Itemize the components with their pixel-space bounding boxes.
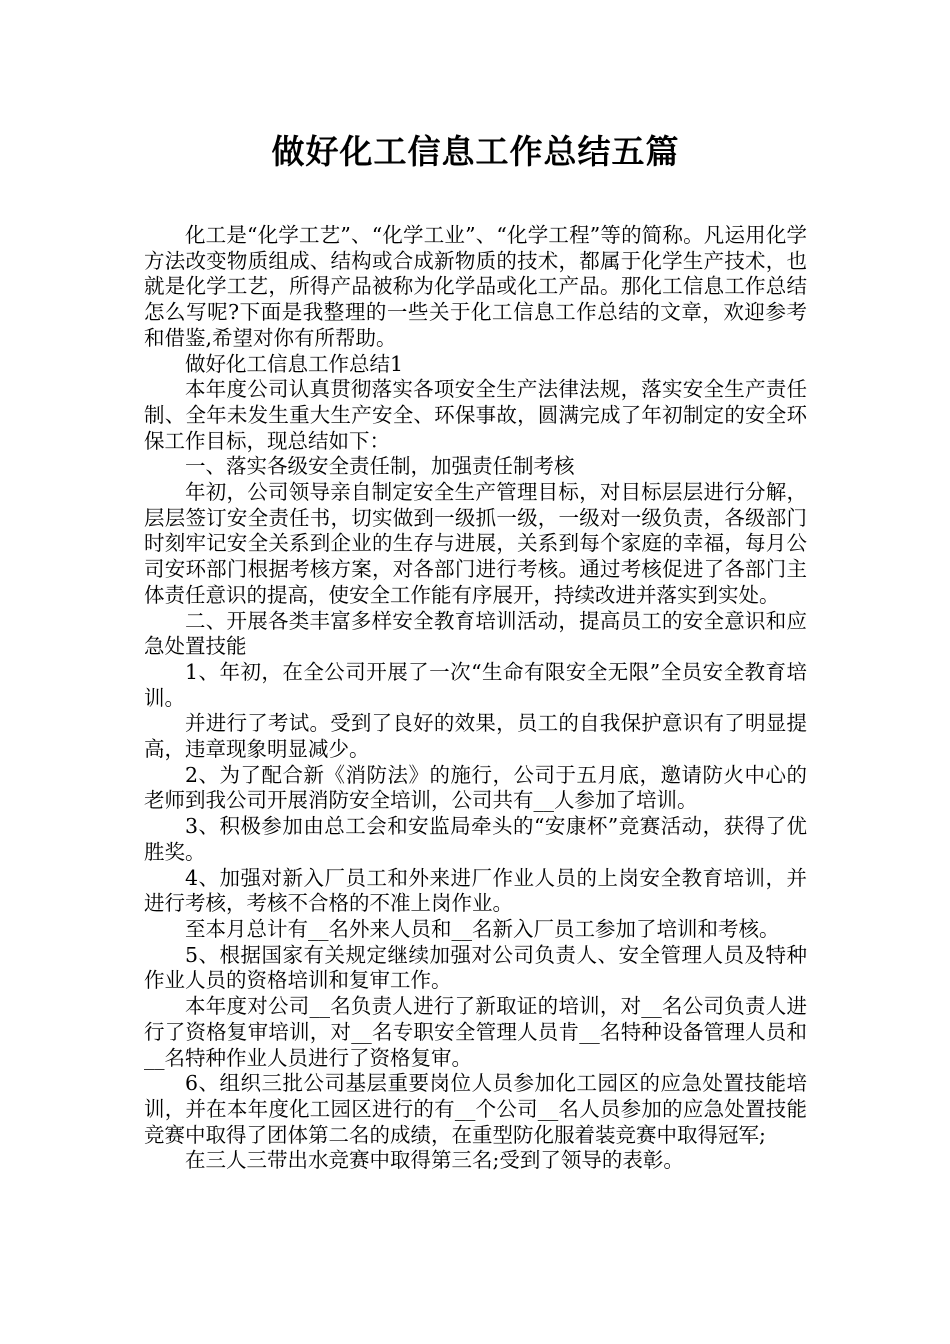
list-item-4: 4、加强对新入厂员工和外来进厂作业人员的上岗安全教育培训，并进行考核，考核不合格的不准上岗作业。 (144, 865, 807, 916)
paragraph-overview: 本年度公司认真贯彻落实各项安全生产法律法规，落实安全生产责任制、全年未发生重大生产安全、环保事故，圆满完成了年初制定的安全环保工作目标，现总结如下： (144, 377, 807, 453)
paragraph-review: 本年度对公司__名负责人进行了新取证的培训，对__名公司负责人进行了资格复审培训，对__名专职安全管理人员肯__名特种设备管理人员和__名特种作业人员进行了资格复审。 (144, 994, 807, 1070)
intro-paragraph: 化工是“化学工艺”、“化学工业”、“化学工程”等的简称。凡运用化学方法改变物质组成、结构或合成新物质的技术，都属于化学生产技术，也就是化学工艺，所得产品被称为化学品或化工产品。那化工信息工作总结怎么写呢?下面是我整理的一些关于化工信息工作总结的文章，欢迎参考和借鉴,希望对你有所帮助。 (144, 223, 807, 350)
list-item-2: 2、为了配合新《消防法》的施行，公司于五月底，邀请防火中心的老师到我公司开展消防安全培训，公司共有__人参加了培训。 (144, 762, 807, 813)
subheading-training: 二、开展各类丰富多样安全教育培训活动，提高员工的安全意识和应急处置技能 (144, 608, 807, 659)
document-body (144, 223, 807, 1174)
list-item-3: 3、积极参加由总工会和安监局牵头的“安康杯”竞赛活动，获得了优胜奖。 (144, 814, 807, 864)
section-heading-1: 做好化工信息工作总结1 (185, 351, 404, 376)
paragraph-new-staff: 至本月总计有__名外来人员和__名新入厂员工参加了培训和考核。 (185, 916, 780, 941)
subheading-responsibility: 一、落实各级安全责任制，加强责任制考核 (185, 454, 575, 479)
paragraph-competition: 在三人三带出水竞赛中取得第三名;受到了领导的表彰。 (185, 1148, 684, 1173)
list-item-6: 6、组织三批公司基层重要岗位人员参加化工园区的应急处置技能培训，并在本年度化工园区进行的有__个公司__名人员参加的应急处置技能竞赛中取得了团体第二名的成绩，在重型防化服着装竞赛中取得冠军; (144, 1071, 807, 1147)
paragraph-responsibility: 年初，公司领导亲自制定安全生产管理目标，对目标层层进行分解，层层签订安全责任书，切实做到一级抓一级，一级对一级负责，各级部门时刻牢记安全关系到企业的生存与进展，关系到每个家庭的幸福，每月公司安环部门根据考核方案，对各部门进行考核。通过考核促进了各部门主体责任意识的提高，使安全工作能有序展开，持续改进并落实到实处。 (144, 480, 807, 607)
list-item-1: 1、年初，在全公司开展了一次“生命有限安全无限”全员安全教育培训。 (144, 659, 807, 710)
paragraph-exam: 并进行了考试。受到了良好的效果，员工的自我保护意识有了明显提高，违章现象明显减少。 (144, 711, 807, 762)
document-title: 做好化工信息工作总结五篇 (271, 132, 680, 171)
list-item-5: 5、根据国家有关规定继续加强对公司负责人、安全管理人员及特种作业人员的资格培训和复审工作。 (144, 942, 807, 993)
